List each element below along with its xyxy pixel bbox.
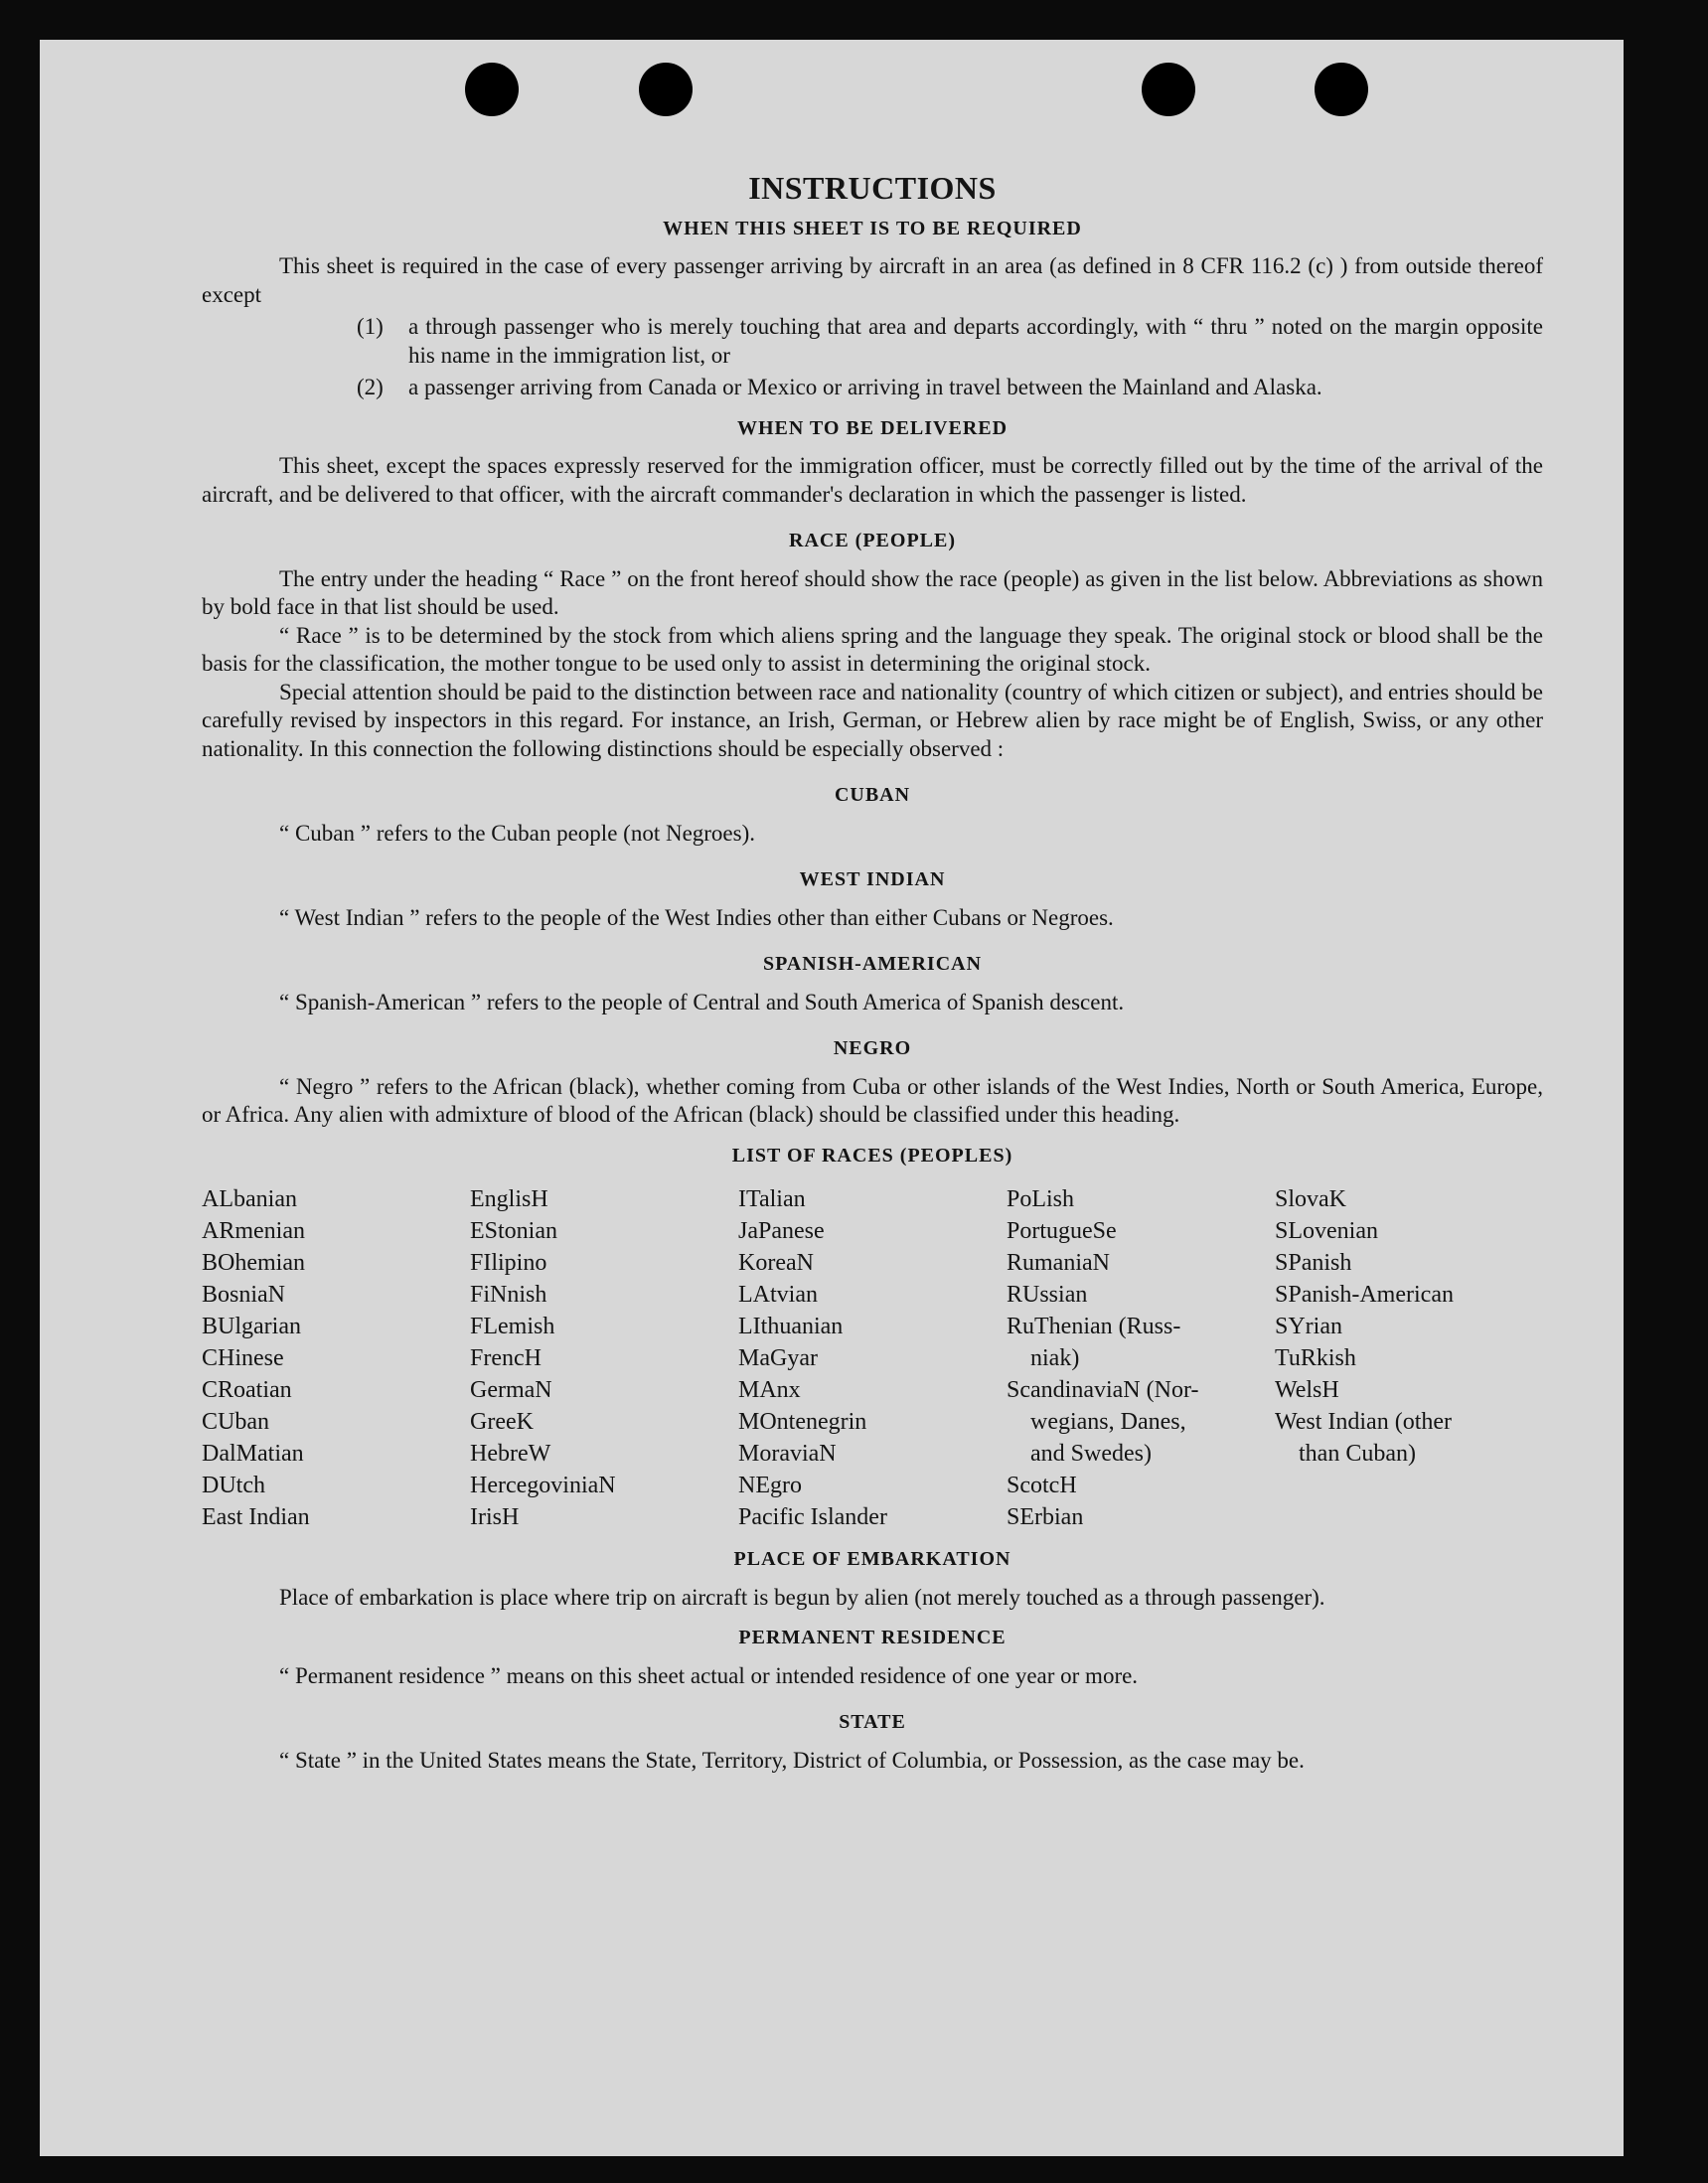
race-entry: ITalian (738, 1186, 806, 1212)
race-entry: SLovenian (1275, 1218, 1378, 1244)
race-entry: HercegoviniaN (470, 1473, 616, 1498)
race-entry: HebreW (470, 1441, 551, 1467)
west-indian-text: “ West Indian ” refers to the people of the West Indies other than either Cubans or Negroes. (279, 904, 1114, 930)
embarkation-text: Place of embarkation is place where trip on aircraft is begun by alien (not merely touched as a through passenger). (279, 1584, 1325, 1610)
race-entry: FLemish (470, 1314, 555, 1339)
race-entry: WelsH (1275, 1377, 1339, 1403)
race-entry: BOhemian (202, 1250, 305, 1276)
race-entry: SlovaK (1275, 1186, 1346, 1212)
delivered-text: This sheet, except the spaces expressly reserved for the immigration officer, must be correctly filled out by the time of the arrival of the aircraft, and be delivered to that officer, with the aircraft commander's declaration in which the passenger is listed. (202, 453, 1543, 507)
race-entry: CHinese (202, 1345, 284, 1371)
race-column (1007, 1183, 1275, 1533)
race-entry: GermaN (470, 1377, 552, 1403)
race-entry: KoreaN (738, 1250, 814, 1276)
race-entry: PortugueSe (1007, 1218, 1117, 1244)
race-entry: FrencH (470, 1345, 542, 1371)
race-entry: IrisH (470, 1504, 520, 1530)
race-entry: East Indian (202, 1504, 310, 1530)
race-entry: SErbian (1007, 1504, 1084, 1530)
race-entry: DalMatian (202, 1441, 304, 1467)
section-heading-delivered: WHEN TO BE DELIVERED (736, 416, 1009, 439)
race-entry: West Indian (other (1275, 1409, 1453, 1435)
punch-hole (1142, 63, 1195, 116)
race-entry: ScotcH (1007, 1473, 1077, 1498)
race-entry: RumaniaN (1007, 1250, 1110, 1276)
race-entry: GreeK (470, 1409, 534, 1435)
race-paragraph-2: “ Race ” is to be determined by the stock from which aliens spring and the language they speak. The original stock or blood shall be the basis for the classification, the mother tongue to be used only to assist in determining the original stock. (202, 622, 1543, 676)
residence-text: “ Permanent residence ” means on this sheet actual or intended residence of one year or more. (279, 1662, 1139, 1688)
race-entry: FiNnish (470, 1282, 547, 1308)
exception-number: (1) (357, 314, 384, 339)
race-entry: PoLish (1007, 1186, 1075, 1212)
race-entry: LIthuanian (738, 1314, 844, 1339)
exception-text: a through passenger who is merely touching that area and departs accordingly, with “ thru ” noted on the margin opposite his name in the immigration list, or (408, 314, 1543, 368)
race-entry-continuation: than Cuban) (1299, 1441, 1416, 1467)
cuban-text: “ Cuban ” refers to the Cuban people (not Negroes). (279, 820, 756, 846)
race-entry: Pacific Islander (738, 1504, 887, 1530)
race-entry: MOntenegrin (738, 1409, 867, 1435)
race-entry: SYrian (1275, 1314, 1342, 1339)
race-entry: BosniaN (202, 1282, 285, 1308)
section-heading-cuban: CUBAN (834, 784, 911, 806)
race-entry: JaPanese (738, 1218, 825, 1244)
race-column (202, 1183, 470, 1533)
race-paragraph-3: Special attention should be paid to the distinction between race and nationality (country of which citizen or subject), and entries should be carefully revised by inspectors in this regard. For instance, an Irish, German, or Hebrew alien by race might be of English, Swiss, or any other nationality. In this connection the following distinctions should be especially observed : (202, 679, 1543, 761)
race-column (470, 1183, 738, 1533)
race-entry: ARmenian (202, 1218, 305, 1244)
document-sheet (40, 40, 1624, 2156)
section-heading-required: WHEN THIS SHEET IS TO BE REQUIRED (663, 217, 1082, 239)
race-entry: SPanish-American (1275, 1282, 1454, 1308)
punch-hole (1315, 63, 1368, 116)
race-entry: TuRkish (1275, 1345, 1356, 1371)
race-entry: DUtch (202, 1473, 265, 1498)
race-entry: NEgro (738, 1473, 802, 1498)
race-entry: SPanish (1275, 1250, 1352, 1276)
race-entry: ScandinaviaN (Nor- (1007, 1377, 1199, 1403)
race-entry: EnglisH (470, 1186, 548, 1212)
section-heading-spanish-american: SPANISH-AMERICAN (762, 953, 983, 975)
exception-item (202, 313, 1543, 370)
race-entry: LAtvian (738, 1282, 818, 1308)
exception-item (202, 374, 1543, 402)
race-entry: MAnx (738, 1377, 801, 1403)
negro-text: “ Negro ” refers to the African (black), whether coming from Cuba or other islands of the West Indies, North or South America, Europe, or Africa. Any alien with admixture of blood of the African (black) should be classified under this heading. (202, 1073, 1543, 1127)
race-entry: ALbanian (202, 1186, 297, 1212)
race-entry: EStonian (470, 1218, 557, 1244)
race-entry-continuation: and Swedes) (1030, 1441, 1152, 1467)
section-heading-residence: PERMANENT RESIDENCE (738, 1627, 1007, 1648)
race-entry: MaGyar (738, 1345, 818, 1371)
punch-hole (465, 63, 519, 116)
section-heading-negro: NEGRO (833, 1037, 912, 1059)
state-text: “ State ” in the United States means the State, Territory, District of Columbia, or Possession, as the case may be. (279, 1747, 1305, 1773)
exception-number: (2) (357, 375, 384, 399)
section-heading-race-list: LIST OF RACES (PEOPLES) (731, 1144, 1013, 1167)
race-entry: BUlgarian (202, 1314, 301, 1339)
race-entry: FIlipino (470, 1250, 547, 1276)
race-paragraph-1: The entry under the heading “ Race ” on the front hereof should show the race (people) as given in the list below. Abbreviations as shown by bold face in that list should be used. (202, 565, 1543, 619)
section-heading-state: STATE (839, 1711, 906, 1733)
race-entry-continuation: wegians, Danes, (1030, 1409, 1186, 1435)
page-title: INSTRUCTIONS (748, 170, 997, 206)
race-entry: RuThenian (Russ- (1007, 1314, 1181, 1339)
race-entry: CRoatian (202, 1377, 292, 1403)
exception-text: a passenger arriving from Canada or Mexico or arriving in travel between the Mainland and Alaska. (408, 375, 1322, 399)
race-list (202, 1183, 1543, 1533)
punch-hole (639, 63, 693, 116)
race-column (1275, 1183, 1543, 1533)
race-entry: RUssian (1007, 1282, 1088, 1308)
spanish-american-text: “ Spanish-American ” refers to the people of Central and South America of Spanish descent. (279, 989, 1125, 1014)
section-heading-race: RACE (PEOPLE) (789, 530, 956, 551)
instructions-content (202, 170, 1543, 1775)
race-entry: MoraviaN (738, 1441, 837, 1467)
race-entry: CUban (202, 1409, 269, 1435)
race-column (738, 1183, 1007, 1533)
required-intro: This sheet is required in the case of every passenger arriving by aircraft in an area (as defined in 8 CFR 116.2 (c) ) from outside thereof except (202, 253, 1543, 307)
section-heading-embarkation: PLACE OF EMBARKATION (733, 1548, 1011, 1570)
race-entry-continuation: niak) (1030, 1345, 1080, 1371)
section-heading-west-indian: WEST INDIAN (799, 868, 946, 890)
